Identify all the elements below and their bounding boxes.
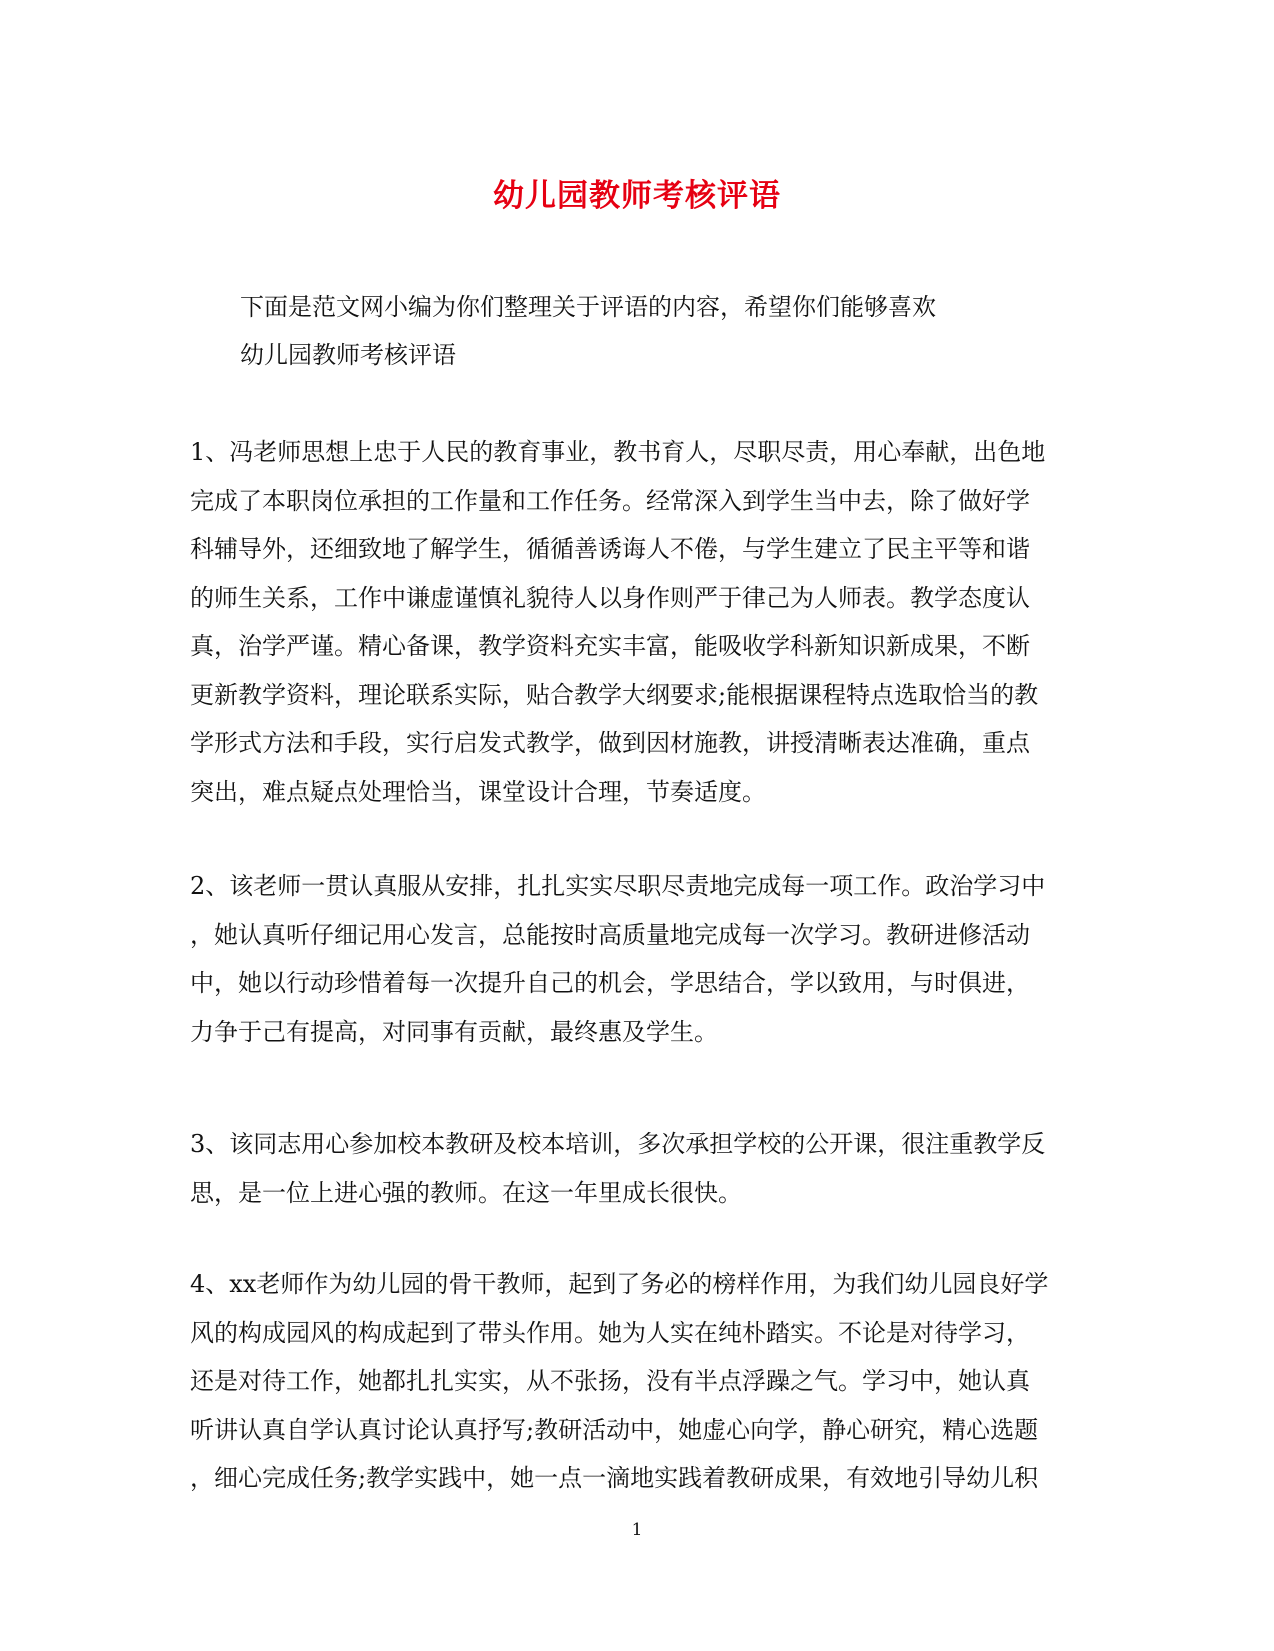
paragraph-line: 风的构成园风的构成起到了带头作用。她为人实在纯朴踏实。不论是对待学习， [190, 1318, 1030, 1347]
paragraph-line: 3、该同志用心参加校本教研及校本培训，多次承担学校的公开课，很注重教学反 [190, 1130, 1046, 1158]
document-title: 幼儿园教师考核评语 [493, 178, 781, 214]
paragraph-line: 中，她以行动珍惜着每一次提升自己的机会，学思结合，学以致用，与时俱进， [190, 969, 1030, 997]
paragraph-line: 力争于己有提高，对同事有贡献，最终惠及学生。 [190, 1017, 718, 1046]
paragraph-line: ，细心完成任务;教学实践中，她一点一滴地实践着教研成果，有效地引导幼儿积 [190, 1464, 1039, 1492]
paragraph-3 [190, 1120, 1080, 1217]
paragraph-line: 1、冯老师思想上忠于人民的教育事业，教书育人，尽职尽责，用心奉献，出色地 [190, 438, 1046, 466]
paragraph-line: 更新教学资料，理论联系实际，贴合教学大纲要求;能根据课程特点选取恰当的教 [190, 680, 1039, 709]
intro-subtitle: 幼儿园教师考核评语 [240, 341, 456, 369]
paragraph-line: 学形式方法和手段，实行启发式教学，做到因材施教，讲授清晰表达准确，重点 [190, 729, 1030, 757]
paragraph-1 [190, 428, 1080, 816]
paragraph-line: 突出，难点疑点处理恰当，课堂设计合理，节奏适度。 [190, 777, 766, 806]
intro-block [240, 283, 1140, 379]
paragraph-line: 思，是一位上进心强的教师。在这一年里成长很快。 [190, 1178, 742, 1207]
paragraph-4 [190, 1260, 1080, 1503]
paragraph-line: 还是对待工作，她都扎扎实实，从不张扬，没有半点浮躁之气。学习中，她认真 [190, 1367, 1030, 1395]
paragraph-2 [190, 862, 1080, 1056]
paragraph-line: ，她认真听仔细记用心发言，总能按时高质量地完成每一次学习。教研进修活动 [190, 920, 1030, 949]
paragraph-line: 完成了本职岗位承担的工作量和工作任务。经常深入到学生当中去，除了做好学 [190, 486, 1030, 515]
paragraph-line: 4、xx老师作为幼儿园的骨干教师，起到了务必的榜样作用，为我们幼儿园良好学 [190, 1270, 1049, 1298]
paragraph-line: 科辅导外，还细致地了解学生，循循善诱诲人不倦，与学生建立了民主平等和谐 [190, 535, 1030, 563]
paragraph-line: 的师生关系，工作中谦虚谨慎礼貌待人以身作则严于律己为人师表。教学态度认 [190, 583, 1030, 612]
intro-line: 下面是范文网小编为你们整理关于评语的内容，希望你们能够喜欢 [240, 293, 936, 321]
paragraph-line: 2、该老师一贯认真服从安排，扎扎实实尽职尽责地完成每一项工作。政治学习中 [190, 872, 1046, 900]
paragraph-line: 听讲认真自学认真讨论认真抒写;教研活动中，她虚心向学，静心研究，精心选题 [190, 1415, 1039, 1444]
paragraph-line: 真，治学严谨。精心备课，教学资料充实丰富，能吸收学科新知识新成果，不断 [190, 632, 1030, 660]
page-number: 1 [631, 1520, 643, 1540]
